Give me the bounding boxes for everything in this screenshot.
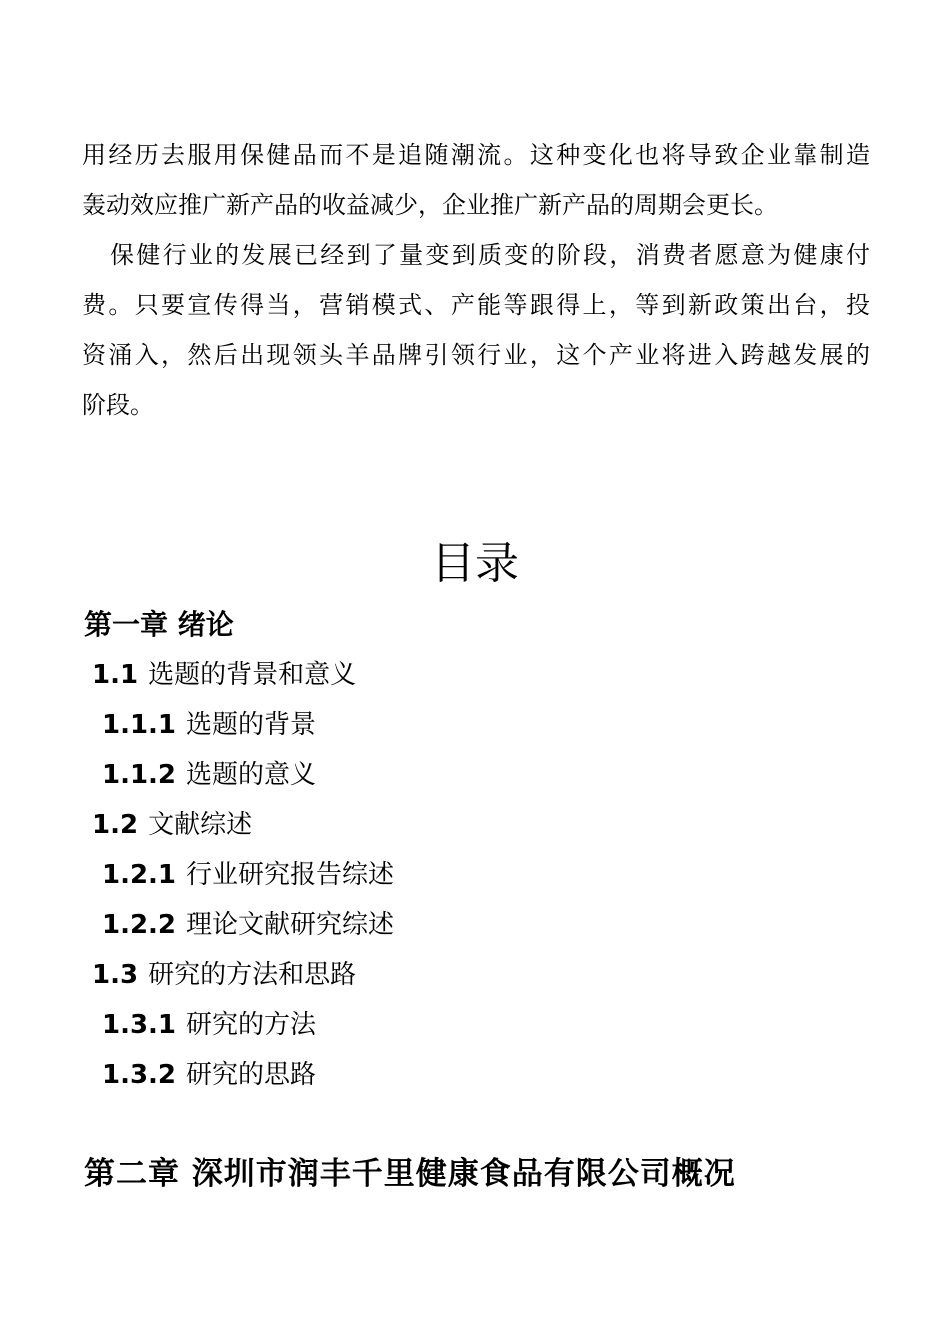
- toc-title: 目录: [431, 538, 519, 589]
- toc-item: [84, 950, 884, 1000]
- toc-item-text: 选题的背景和意义: [148, 660, 357, 690]
- toc-chapter-1: 第一章 绪论: [84, 608, 234, 641]
- body-line: 保健行业的发展已经到了量变到质变的阶段，消费者愿意为健康付: [110, 241, 870, 269]
- toc-item-text: 文献综述: [148, 810, 253, 840]
- toc-item: [84, 700, 884, 750]
- toc-item-number: 1.2.2: [102, 910, 177, 940]
- toc-item: [84, 900, 884, 950]
- table-of-contents: [84, 600, 884, 1100]
- toc-item-number: 1.3: [92, 960, 139, 990]
- toc-item-number: 1.1.1: [102, 710, 177, 740]
- toc-item: [84, 800, 884, 850]
- toc-item-text: 选题的背景: [186, 710, 317, 740]
- toc-item-text: 行业研究报告综述: [186, 860, 395, 890]
- toc-item: [84, 1050, 884, 1100]
- toc-item-number: 1.2: [92, 810, 139, 840]
- toc-chapter-2: 第二章 深圳市润丰千里健康食品有限公司概况: [84, 1156, 736, 1192]
- toc-item: [84, 650, 884, 700]
- toc-item-text: 研究的方法: [186, 1010, 317, 1040]
- toc-item-text: 研究的思路: [186, 1060, 317, 1090]
- body-line: 费。只要宣传得当，营销模式、产能等跟得上，等到新政策出台，投: [82, 291, 870, 319]
- toc-item-number: 1.1: [92, 660, 139, 690]
- body-line: 阶段。: [82, 391, 154, 419]
- toc-item-number: 1.3.2: [102, 1060, 177, 1090]
- toc-item-number: 1.1.2: [102, 760, 177, 790]
- toc-item-text: 研究的方法和思路: [148, 960, 357, 990]
- body-line: 轰动效应推广新产品的收益减少，企业推广新产品的周期会更长。: [82, 191, 778, 219]
- toc-item-number: 1.3.1: [102, 1010, 177, 1040]
- toc-item: [84, 1000, 884, 1050]
- body-paragraphs: [82, 130, 870, 430]
- toc-item-text: 选题的意义: [186, 760, 317, 790]
- toc-item-number: 1.2.1: [102, 860, 177, 890]
- toc-item: [84, 750, 884, 800]
- body-line: 用经历去服用保健品而不是追随潮流。这种变化也将导致企业靠制造: [82, 141, 870, 169]
- toc-item-text: 理论文献研究综述: [186, 910, 395, 940]
- toc-item: [84, 850, 884, 900]
- body-line: 资涌入，然后出现领头羊品牌引领行业，这个产业将进入跨越发展的: [82, 341, 870, 369]
